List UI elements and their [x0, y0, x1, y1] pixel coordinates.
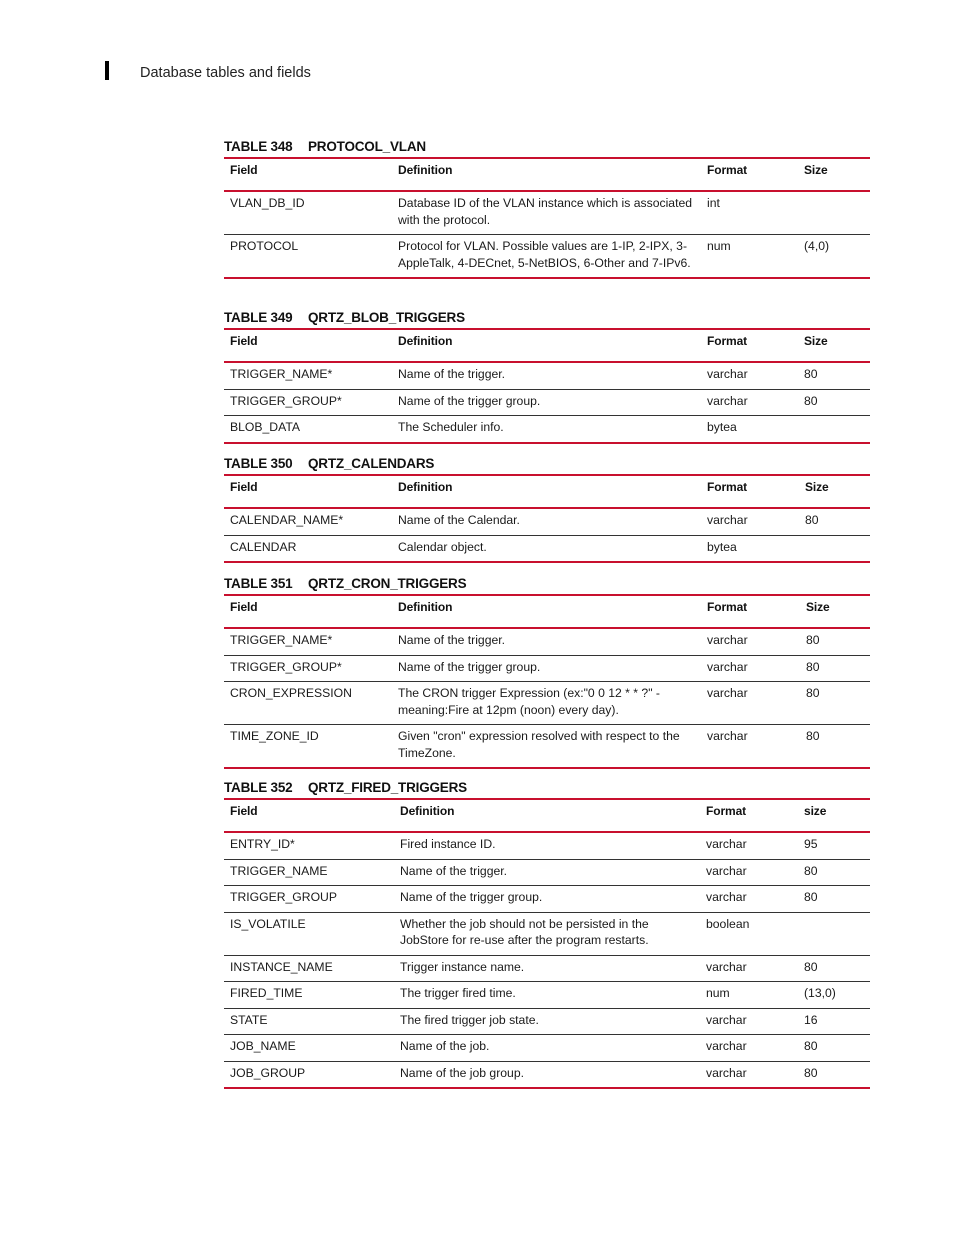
cell-size: [798, 191, 870, 235]
cell-size: 80: [804, 1039, 818, 1053]
cell-size: 80: [804, 959, 818, 974]
cell-size: 80: [805, 513, 819, 527]
cell-field: TRIGGER_NAME: [230, 863, 328, 878]
column-header-definition: Definition: [398, 163, 453, 177]
cell-format: varchar: [707, 729, 748, 743]
cell-field: VLAN_DB_ID: [230, 196, 305, 210]
column-header-definition: Definition: [398, 334, 453, 348]
cell-definition: Given "cron" expression resolved with respect to the TimeZone.: [398, 729, 680, 760]
cell-field: CRON_EXPRESSION: [230, 686, 352, 700]
cell-definition: Name of the trigger group.: [398, 393, 541, 408]
table-row: [224, 508, 870, 535]
column-header-definition: Definition: [400, 804, 455, 818]
cell-size: 80: [806, 633, 820, 647]
table-number: TABLE 349: [224, 310, 293, 325]
cell-definition: Fired instance ID.: [400, 837, 496, 851]
header-row: [224, 799, 870, 832]
table-row: [224, 912, 870, 955]
cell-format: varchar: [706, 1039, 747, 1053]
table-caption: [224, 454, 870, 474]
column-header-format: Format: [707, 600, 748, 614]
cell-field: STATE: [230, 1012, 268, 1027]
table-caption: [224, 574, 870, 594]
cell-format: num: [706, 986, 730, 1000]
cell-field: TRIGGER_NAME*: [230, 633, 333, 647]
table-row: [224, 362, 870, 389]
cell-size: 80: [806, 686, 820, 700]
cell-field: CALENDAR_NAME*: [230, 513, 344, 527]
cell-format: num: [707, 239, 731, 253]
data-table: [224, 474, 870, 563]
cell-field: FIRED_TIME: [230, 986, 303, 1000]
cell-definition: Whether the job should not be persisted in the JobStore for re-use after the program restarts.: [400, 916, 649, 947]
table-row: [224, 235, 870, 279]
data-table: [224, 157, 870, 279]
header-row: [224, 329, 870, 362]
cell-field: PROTOCOL: [230, 239, 299, 253]
cell-definition: Name of the trigger group.: [400, 890, 543, 904]
column-header-field: Field: [230, 334, 258, 348]
cell-size: 80: [804, 863, 818, 878]
cell-format: varchar: [706, 1065, 747, 1080]
cell-format: varchar: [707, 659, 748, 674]
table-row: [224, 655, 870, 682]
table-name: QRTZ_CALENDARS: [308, 456, 435, 471]
cell-format: bytea: [707, 420, 737, 434]
table-name: QRTZ_CRON_TRIGGERS: [308, 576, 467, 591]
table-block-qrtz-blob-triggers: [224, 308, 870, 444]
cell-field: JOB_GROUP: [230, 1065, 306, 1080]
cell-definition: The fired trigger job state.: [400, 1012, 539, 1027]
column-header-format: Format: [706, 804, 747, 818]
table-row: [224, 886, 870, 913]
cell-format: bytea: [707, 539, 737, 554]
table-caption: [224, 308, 870, 328]
column-header-size: size: [804, 804, 827, 818]
cell-definition: Protocol for VLAN. Possible values are 1-IP, 2-IPX, 3-AppleTalk, 4-DECnet, 5-NetBIOS, 6-Other and 7-IPv6.: [398, 239, 691, 270]
cell-size: 80: [804, 393, 818, 408]
column-header-size: Size: [804, 163, 828, 177]
cell-field: CALENDAR: [230, 539, 297, 554]
cell-format: varchar: [707, 367, 748, 381]
cell-format: varchar: [707, 513, 748, 527]
column-header-size: Size: [804, 334, 828, 348]
cell-size: [798, 416, 870, 443]
table-block-protocol-vlan: [224, 137, 870, 279]
cell-definition: Calendar object.: [398, 539, 487, 554]
table-number: TABLE 352: [224, 780, 293, 795]
data-table: [224, 798, 870, 1089]
cell-definition: The CRON trigger Expression (ex:"0 0 12 * * ?" - meaning:Fire at 12pm (noon) every day).: [398, 686, 660, 717]
cell-size: (4,0): [804, 239, 830, 253]
column-header-field: Field: [230, 600, 258, 614]
cell-size: [799, 535, 870, 562]
table-name: PROTOCOL_VLAN: [308, 139, 426, 154]
cell-format: varchar: [706, 890, 747, 904]
column-header-definition: Definition: [398, 600, 453, 614]
table-row: [224, 535, 870, 562]
table-block-qrtz-calendars: [224, 454, 870, 563]
cell-definition: Name of the trigger.: [400, 863, 508, 878]
table-row: [224, 682, 870, 725]
cell-size: 80: [806, 729, 820, 743]
table-block-qrtz-cron-triggers: [224, 574, 870, 769]
column-header-format: Format: [707, 334, 748, 348]
cell-format: int: [707, 196, 720, 210]
column-header-definition: Definition: [398, 480, 453, 494]
table-row: [224, 416, 870, 443]
cell-size: 80: [804, 1065, 818, 1080]
cell-size: 80: [804, 367, 818, 381]
cell-definition: Name of the trigger.: [398, 367, 506, 381]
cell-format: boolean: [706, 916, 750, 931]
table-name: QRTZ_BLOB_TRIGGERS: [308, 310, 465, 325]
table-row: [224, 1035, 870, 1062]
table-row: [224, 859, 870, 886]
cell-definition: Trigger instance name.: [400, 959, 525, 974]
running-header: Database tables and fields: [140, 65, 311, 81]
cell-field: BLOB_DATA: [230, 420, 300, 434]
cell-size: 95: [804, 837, 818, 851]
cell-format: varchar: [706, 1012, 747, 1027]
column-header-size: Size: [805, 480, 829, 494]
cell-field: JOB_NAME: [230, 1039, 296, 1053]
column-header-field: Field: [230, 163, 258, 177]
cell-definition: Name of the Calendar.: [398, 513, 520, 527]
cell-format: varchar: [706, 863, 747, 878]
table-row: [224, 955, 870, 982]
column-header-field: Field: [230, 804, 258, 818]
cell-size: 16: [804, 1012, 818, 1027]
table-row: [224, 628, 870, 655]
table-number: TABLE 351: [224, 576, 293, 591]
data-table: [224, 328, 870, 444]
cell-field: IS_VOLATILE: [230, 916, 306, 931]
header-row: [224, 158, 870, 191]
cell-field: INSTANCE_NAME: [230, 959, 333, 974]
cell-size: 80: [804, 890, 818, 904]
table-row: [224, 389, 870, 416]
cell-field: TRIGGER_GROUP*: [230, 659, 342, 674]
table-row: [224, 725, 870, 769]
data-table: [224, 594, 870, 769]
cell-field: TIME_ZONE_ID: [230, 729, 319, 743]
table-row: [224, 191, 870, 235]
table-number: TABLE 350: [224, 456, 293, 471]
cell-format: varchar: [706, 837, 747, 851]
column-header-format: Format: [707, 480, 748, 494]
cell-definition: Name of the job.: [400, 1039, 490, 1053]
cell-definition: Name of the trigger group.: [398, 659, 541, 674]
cell-field: ENTRY_ID*: [230, 837, 295, 851]
cell-definition: Database ID of the VLAN instance which is associated with the protocol.: [398, 196, 693, 227]
table-row: [224, 1008, 870, 1035]
cell-format: varchar: [706, 959, 747, 974]
table-number: TABLE 348: [224, 139, 293, 154]
column-header-format: Format: [707, 163, 748, 177]
header-row: [224, 475, 870, 508]
cell-field: TRIGGER_GROUP*: [230, 393, 342, 408]
cell-definition: Name of the job group.: [400, 1065, 524, 1080]
cell-size: (13,0): [804, 986, 836, 1000]
cell-size: [798, 912, 870, 955]
cell-definition: Name of the trigger.: [398, 633, 506, 647]
table-caption: [224, 137, 870, 157]
table-block-qrtz-fired-triggers: [224, 778, 870, 1089]
cell-field: TRIGGER_NAME*: [230, 367, 333, 381]
table-row: [224, 982, 870, 1009]
change-bar: [105, 61, 109, 80]
header-row: [224, 595, 870, 628]
table-row: [224, 832, 870, 859]
table-caption: [224, 778, 870, 798]
cell-definition: The trigger fired time.: [400, 986, 516, 1000]
column-header-field: Field: [230, 480, 258, 494]
table-name: QRTZ_FIRED_TRIGGERS: [308, 780, 467, 795]
cell-field: TRIGGER_GROUP: [230, 890, 337, 904]
cell-format: varchar: [707, 393, 748, 408]
column-header-size: Size: [806, 600, 830, 614]
cell-definition: The Scheduler info.: [398, 420, 504, 434]
table-row: [224, 1061, 870, 1088]
cell-format: varchar: [707, 633, 748, 647]
cell-size: 80: [806, 659, 820, 674]
cell-format: varchar: [707, 686, 748, 700]
